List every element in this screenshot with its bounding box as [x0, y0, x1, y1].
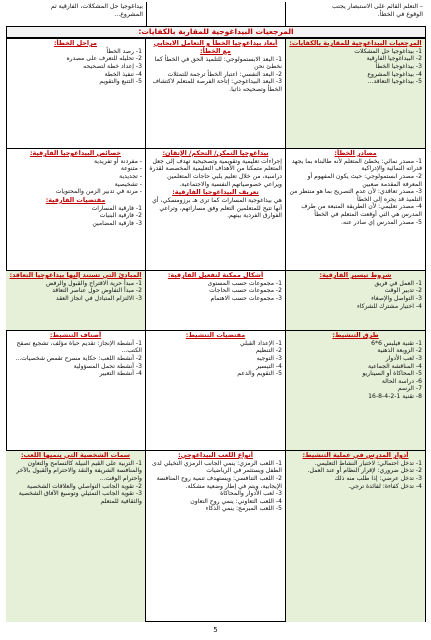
list-item: 5- التقويم والدعم [237, 370, 282, 378]
list-item: 4- تدخل كفاءة: لفائدة ترجي. [348, 482, 422, 490]
list-item: 2- اللعب التنافسي: ويستهدف تنمية روح المنافسة الإيجابية، ويتم في إطار وضعية مشكلة. [156, 474, 282, 490]
list-item: 2- تدبير الوقت [384, 287, 422, 295]
list-item: 1- تدخل احتمالي: لاختيار النشاط التعليمي. [314, 459, 422, 467]
section-title: بيداغوجيا التمكن/ التحكم/ الإتقان: [162, 149, 269, 157]
section-title: أدوار المدرس في عملية التنشيط: [302, 451, 409, 459]
list-item: 4- تنفيذ الخطة [104, 70, 142, 78]
table-cell [146, 38, 286, 148]
top-continuation-row [6, 2, 426, 26]
cell-section [9, 150, 142, 196]
list-item: 3- مصدر تعاقدي: لأن عدم التصريح بما هو منتظر من التلميذ قد يجره إلى الخطأ [289, 188, 422, 203]
list-item: - متنوعة [120, 165, 142, 173]
list-item: 6- دراسة الحالة [381, 377, 422, 385]
list-item: 2- مجموعات حسب الحاجات [209, 287, 282, 295]
list-item: 3- التواصل والإصغاء [371, 294, 422, 302]
list-item: 4- التيسير [256, 362, 282, 370]
list-item: 1- أنشطة الإنجاز: تقديم حياة مؤلف، تشجيع تصفح الكتب... [16, 339, 142, 355]
section-title: أصناف التنشيط: [49, 331, 102, 339]
list-item: 3- لعب الأدوار والمحاكاة [220, 490, 282, 498]
list-item: إجراءات تعليمية وتقويمية وتصحيحية تهدف إلى جعل المتعلم متمكنا من الأهداف التعليمية المخصصة لقدرة دراسية، من خلال تعليم يلبي حاجات المتعلمين ويراعي خصوصياتهم النفسية والاجتماعية. [149, 157, 282, 188]
table-cell [6, 270, 146, 330]
list-item: 4- بيداغوجيا المشروع [367, 70, 422, 78]
list-item: 2- تدخل ضروري: لإقرار النظام أو عند العمل. [307, 467, 422, 475]
list-item: 3- تدخل عرضي: إذا طلب منه ذلك [334, 474, 422, 482]
list-item: 3- بيداغوجيا الخطأ [375, 62, 422, 70]
section-title: مقتضيات التنشيط: [185, 331, 246, 339]
cell-section [289, 332, 422, 401]
cell-section [9, 332, 142, 378]
table-cell [286, 38, 426, 148]
list-item: 1- البعد الابستمولوجي: للتلميذ الحق في الخطأ كما نخطئ نحن [154, 55, 282, 71]
table-cell [286, 148, 426, 270]
list-item: 3- التوجيه [256, 354, 282, 362]
cell-section [149, 332, 282, 378]
list-item: 1- الإعداد القبلي [240, 339, 282, 347]
list-item: 7- الرسم [397, 385, 422, 393]
list-item: 3- إعداد خطة لتصحيحه [83, 62, 142, 70]
cell-section [9, 197, 142, 228]
cell-section [289, 150, 422, 226]
list-item: 4- اختيار مشترك للشركاء [356, 302, 422, 310]
list-item: 4- أنشطة التعبير [99, 370, 142, 378]
table-cell [6, 38, 146, 148]
list-item: 3- البعد البيداغوجي: إتاحة الفرصة للمتعلم لاكتشاف الخطأ وتصحيحه ذاتيا. [152, 78, 282, 93]
list-item: 5- التتبع والتقويم [99, 78, 142, 86]
table-cell [286, 450, 426, 622]
section-title: شروط تيسير الفارقية: [319, 271, 392, 279]
list-item: - مفردنة أو تفريدية [93, 157, 142, 165]
list-item: 2- تقوية الجانب التواصلي والعلاقات الشخصية [26, 482, 142, 490]
list-item: 5- مصدر المدرس إي صادر عنه. [341, 218, 422, 226]
list-item: 3- تقوية الجانب التمثيلي وتوسيع الآفاق الشخصية والثقافية للمتعلم [18, 490, 142, 505]
list-item: - تجديدية [119, 172, 142, 180]
list-item: 2- البعد النفسي: اعتبار الخطأ ترجمة للتمثلات [167, 70, 282, 78]
list-item: 4- مصدر تعليمي: لأن الطريقة المتبعة من طرف المدرس هي التي أوقعت المتعلم في الخطأ [301, 203, 422, 218]
table-cell [6, 330, 146, 450]
list-item: - مرنة في تدبير الزمن والمحتويات [55, 188, 142, 196]
cell-section [149, 40, 282, 94]
section-title: تعريف البيداغوجيا الفارقية: [172, 188, 259, 197]
section-title: خصائص البيداغوجيا الفارقية: [29, 149, 122, 157]
cell-section [149, 452, 282, 513]
list-item: 2- فارقية البنيات [99, 212, 142, 220]
table-cell [146, 148, 286, 270]
list-item: 2- الزوبعة الذهنية [377, 347, 422, 355]
top-cell [146, 2, 286, 26]
table-cell [146, 270, 286, 330]
cell-section [149, 150, 282, 188]
list-item: 2- البيداغوجيا الفارقية [366, 55, 422, 63]
cell-section [289, 452, 422, 490]
list-item: 2- مبدأ التفاوض حول عناصر التعاقد [52, 287, 142, 295]
list-item: 5- بيداغوجيا التعاقد... [367, 78, 422, 86]
list-item: 2- التنظيم [255, 347, 282, 355]
table-cell [6, 148, 146, 270]
summary-table [6, 38, 426, 622]
list-item: 1- فارقية المسارات [91, 204, 142, 212]
section-header: المرجعيات البيداغوجية للمقاربة بالكفايات: [6, 26, 426, 38]
list-item: 1- مصدر نمائي: يخطئ المتعلم لأنه طالبناه بما يجهد قدراته النمائية والإدراكية [291, 157, 422, 173]
list-item: 1- مجموعات حسب المستوى [207, 279, 282, 287]
table-cell [6, 450, 146, 622]
section-title: سمات الشخصية التي ينميها اللعب: [20, 451, 131, 459]
cell-section [149, 189, 282, 220]
section-title: مراحل الخطأ: [53, 39, 98, 47]
cell-section [149, 272, 282, 303]
list-item: 1- التربية على القيم النبيلة كالتسامح والتعاون والمنافسة الشريفة والنقد والاحترام والقبول بالآخر واحترام الوقت... [16, 459, 142, 482]
list-item: 1- اللعب الرمزي: ينمي الجانب الرمزي التخيلي لدى الطفل ويستثمر في الرياضيات [151, 459, 282, 475]
page-number: 5 [213, 626, 218, 634]
list-item: 5- اللعب المبرمج: ينمي الذكاء [205, 505, 282, 513]
section-title: المبادئ التي تستند إليها بيداغوجيا التعاقد: [9, 271, 142, 279]
list-item: 1- رصد الخطأ [106, 47, 142, 55]
list-item: 2- مصدر ابستمولوجي: حيث يكون المفهوم أو المعرفة المقدمة صعبين [307, 172, 422, 188]
list-item: 2- تحليله للتعرف على مصدره [66, 55, 142, 63]
top-cell: بيداغوجيا حل المشكلات، الفارقية ثم المشروع... [50, 3, 143, 18]
list-item: 3- أنشطة تحمل المسؤولية [73, 362, 142, 370]
list-item: - تشخيصية [114, 180, 142, 188]
list-item: 1- بيداغوجيا حل المشكلات [354, 47, 422, 55]
section-title: أنواع اللعب البيداغوجي: [178, 451, 253, 459]
table-cell [146, 450, 286, 622]
list-item: 3- لعب الأدوار [385, 354, 422, 362]
table-cell [286, 270, 426, 330]
list-item: 3- الالتزام المتبادل في انجاز العقد [55, 294, 142, 302]
list-item: 3- فارقية المضامين [92, 219, 142, 227]
table-cell [146, 330, 286, 450]
section-title: مقتضيات الفارقية: [45, 195, 106, 204]
table-cell [286, 330, 426, 450]
cell-section [289, 272, 422, 310]
list-item: 2- أنشطة اللعب: حكاية مسرح تقمص شخصيات... [15, 354, 142, 362]
section-title: مصادر الخطأ: [334, 149, 377, 157]
list-item: 5- المحاكاة أو السيناريو [362, 370, 422, 378]
list-item: 1- مبدأ حرية الاقتراح والقبول والرفض [46, 279, 142, 287]
section-title: طرق التنشيط: [332, 331, 379, 339]
cell-section [289, 40, 422, 86]
list-item: 1- العمل في فريق [374, 279, 422, 287]
cell-section [9, 452, 142, 505]
list-item: 4- المناقشة الجماعية [368, 362, 422, 370]
section-title: أشكال ممكنة لتفعيل الفارقية: [167, 271, 264, 279]
cell-section [9, 272, 142, 303]
list-item: 1- تقنية فيلبس 6*6 [371, 339, 422, 347]
list-item: 8- تقنية 1-2-4-8-16 [368, 392, 422, 400]
list-item: هي بيداغوجية المسارات كما ترى هـ برزومسكي، أي أنها تتيح للمتعلمين التعلم وفق مساراتهم، وتراعي الفوارق الفردية بينهم. [152, 196, 282, 220]
top-cell: – التعلم القائم على الاستبصار يجنب الوقوع في الخطأ. [332, 3, 423, 18]
section-title: المرجعيات البيداغوجية للمقاربة بالكفايات: [289, 39, 422, 47]
list-item: 3- مجموعات حسب الاهتمام [210, 294, 282, 302]
section-title: أبعاد بيداغوجيا الخطأ و التعامل الايجابي مع الخطأ: [153, 39, 278, 55]
cell-section [9, 40, 142, 86]
list-item: 4- اللعب التعاوني: ينمي روح التعاون [190, 497, 282, 505]
